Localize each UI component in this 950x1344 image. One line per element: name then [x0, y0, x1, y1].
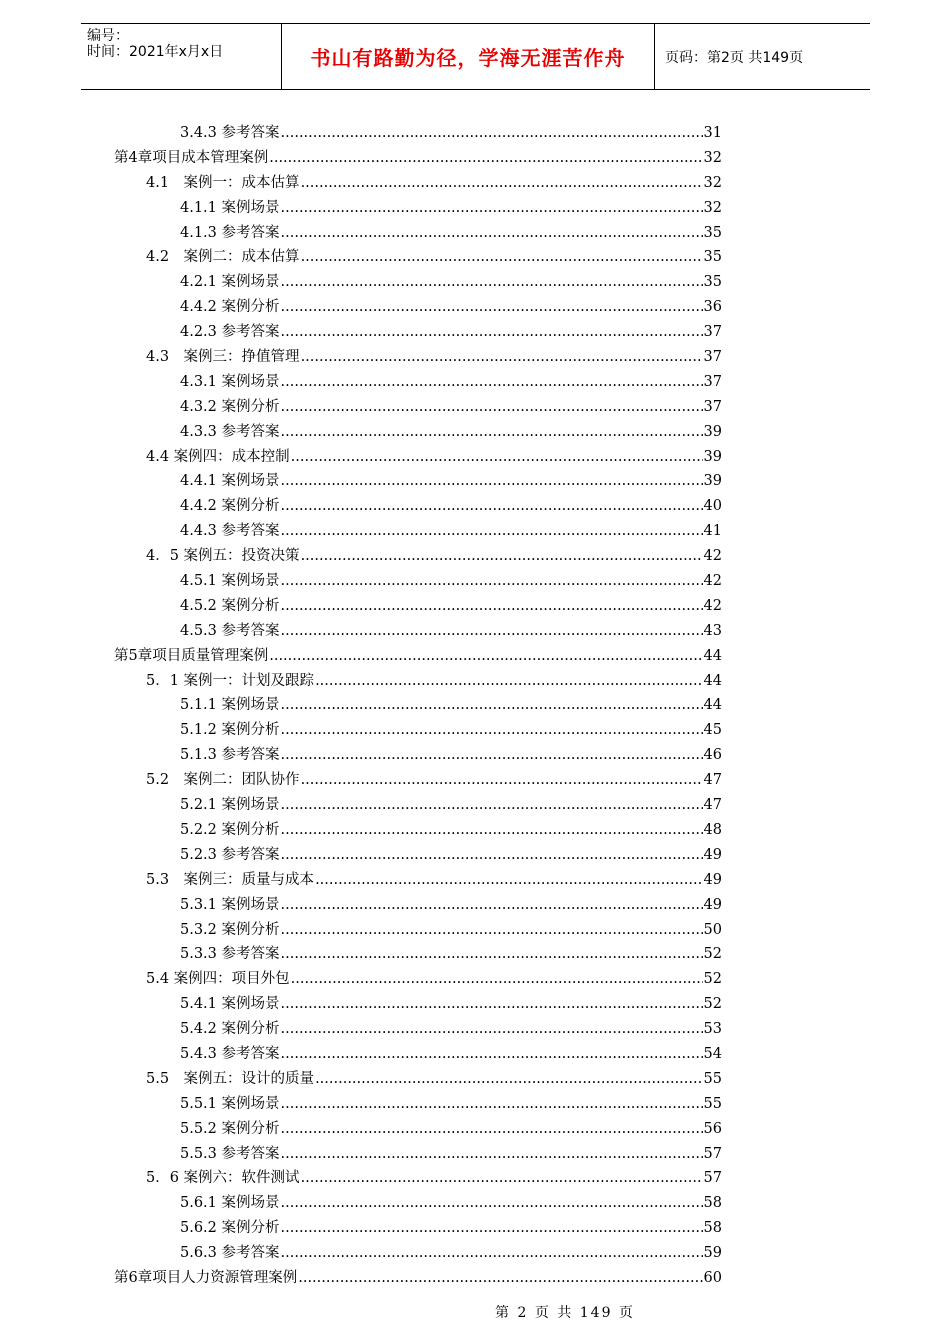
- toc-leader-dots: [281, 843, 703, 868]
- toc-entry[interactable]: [0, 1017, 836, 1042]
- toc-leader-dots: [301, 768, 703, 793]
- toc-entry[interactable]: [0, 619, 836, 644]
- toc-entry-page: 60: [703, 1269, 722, 1286]
- toc-entry[interactable]: [0, 1266, 836, 1291]
- toc-leader-dots: [281, 469, 703, 494]
- table-of-contents: [0, 121, 950, 1291]
- toc-leader-dots: [315, 868, 702, 893]
- toc-entry-label: 4.3.3 参考答案: [180, 423, 280, 440]
- toc-entry[interactable]: [0, 544, 836, 569]
- toc-leader-dots: [281, 818, 703, 843]
- toc-entry-label: 4.4.2 案例分析: [180, 498, 280, 515]
- toc-entry-page: 39: [703, 448, 722, 465]
- toc-entry[interactable]: [0, 395, 836, 420]
- toc-entry-page: 35: [703, 249, 722, 266]
- toc-entry-label: 4.5.3 参考答案: [180, 622, 280, 639]
- toc-leader-dots: [281, 270, 703, 295]
- toc-entry[interactable]: [0, 644, 836, 669]
- toc-entry-page: 47: [703, 797, 722, 814]
- toc-entry[interactable]: [0, 843, 836, 868]
- toc-leader-dots: [281, 619, 703, 644]
- toc-entry-label: 5.1.2 案例分析: [180, 722, 280, 739]
- toc-leader-dots: [298, 1266, 702, 1291]
- document-time-label: 时间：2021年x月x日: [87, 44, 224, 60]
- toc-entry-label: 4.1.1 案例场景: [180, 199, 280, 216]
- toc-entry[interactable]: [0, 1117, 836, 1142]
- toc-leader-dots: [301, 544, 703, 569]
- toc-entry-page: 49: [703, 846, 722, 863]
- toc-leader-dots: [281, 793, 703, 818]
- toc-entry-label: 3.4.3 参考答案: [180, 125, 280, 141]
- toc-entry[interactable]: [0, 1241, 836, 1266]
- toc-entry-label: 4.5.1 案例场景: [180, 573, 280, 590]
- toc-entry-label: 4.2 案例二：成本估算: [146, 249, 300, 266]
- toc-leader-dots: [281, 1117, 703, 1142]
- toc-entry-label: 5.4.2 案例分析: [180, 1021, 280, 1038]
- toc-entry-label: 5.5 案例五：设计的质量: [146, 1070, 315, 1087]
- toc-leader-dots: [281, 918, 703, 943]
- toc-entry-label: 5.3 案例三：质量与成本: [146, 871, 315, 888]
- toc-entry-page: 42: [703, 597, 722, 614]
- toc-entry-page: 31: [703, 125, 722, 141]
- toc-entry-page: 39: [703, 473, 722, 490]
- toc-entry[interactable]: [0, 196, 836, 221]
- document-number-label: 编号：: [87, 28, 129, 44]
- toc-entry[interactable]: [0, 121, 836, 146]
- toc-leader-dots: [291, 967, 703, 992]
- toc-entry-label: 5.5.1 案例场景: [180, 1095, 280, 1112]
- toc-entry-label: 5.3.3 参考答案: [180, 946, 280, 963]
- toc-entry[interactable]: [0, 295, 836, 320]
- toc-entry-label: 4.3.2 案例分析: [180, 398, 280, 415]
- toc-leader-dots: [281, 1241, 703, 1266]
- toc-entry[interactable]: [0, 1166, 836, 1191]
- toc-entry-page: 37: [703, 349, 722, 366]
- toc-leader-dots: [281, 992, 703, 1017]
- toc-entry[interactable]: [0, 1142, 836, 1167]
- toc-entry-page: 58: [703, 1220, 722, 1237]
- toc-entry-label: 4.4.1 案例场景: [180, 473, 280, 490]
- toc-entry[interactable]: [0, 270, 836, 295]
- toc-leader-dots: [281, 743, 703, 768]
- toc-entry[interactable]: [0, 221, 836, 246]
- toc-entry-label: 5.2.3 参考答案: [180, 846, 280, 863]
- toc-leader-dots: [281, 320, 703, 345]
- toc-entry[interactable]: [0, 245, 836, 270]
- toc-entry-label: 4.3.1 案例场景: [180, 373, 280, 390]
- toc-entry-page: 39: [703, 423, 722, 440]
- toc-entry-page: 55: [703, 1070, 722, 1087]
- toc-entry-page: 42: [703, 548, 722, 565]
- toc-leader-dots: [281, 1017, 703, 1042]
- toc-entry[interactable]: [0, 1067, 836, 1092]
- toc-leader-dots: [301, 345, 703, 370]
- toc-entry-page: 53: [703, 1021, 722, 1038]
- toc-entry-label: 5.3.1 案例场景: [180, 896, 280, 913]
- toc-entry-page: 57: [703, 1170, 722, 1187]
- toc-entry-page: 44: [703, 672, 722, 689]
- toc-entry-page: 49: [703, 871, 722, 888]
- toc-entry-page: 32: [703, 174, 722, 191]
- toc-leader-dots: [281, 370, 703, 395]
- toc-leader-dots: [281, 893, 703, 918]
- toc-entry-label: 第6章项目人力资源管理案例: [114, 1269, 298, 1286]
- toc-entry[interactable]: [0, 370, 836, 395]
- toc-leader-dots: [269, 644, 702, 669]
- toc-leader-dots: [281, 494, 703, 519]
- toc-entry-page: 36: [703, 299, 722, 316]
- toc-leader-dots: [281, 196, 703, 221]
- toc-entry-label: 5.2 案例二：团队协作: [146, 772, 300, 789]
- toc-entry-page: 52: [703, 996, 722, 1013]
- toc-entry-page: 46: [703, 747, 722, 764]
- header-motto: 书山有路勤为径，学海无涯苦作舟: [310, 46, 626, 70]
- toc-entry-page: 59: [703, 1245, 722, 1262]
- toc-entry[interactable]: [0, 693, 836, 718]
- toc-leader-dots: [301, 245, 703, 270]
- toc-leader-dots: [281, 942, 703, 967]
- toc-leader-dots: [291, 445, 703, 470]
- toc-entry[interactable]: [0, 992, 836, 1017]
- toc-entry[interactable]: [0, 469, 836, 494]
- toc-leader-dots: [281, 1191, 703, 1216]
- toc-entry-page: 45: [703, 722, 722, 739]
- toc-leader-dots: [281, 1216, 703, 1241]
- toc-entry-page: 44: [703, 647, 722, 664]
- toc-entry-page: 41: [703, 523, 722, 540]
- toc-entry-page: 55: [703, 1095, 722, 1112]
- toc-entry[interactable]: [0, 942, 836, 967]
- toc-entry[interactable]: [0, 1042, 836, 1067]
- toc-leader-dots: [301, 1166, 703, 1191]
- toc-entry-label: 4.1 案例一：成本估算: [146, 174, 300, 191]
- toc-leader-dots: [281, 395, 703, 420]
- toc-entry-label: 5.4.1 案例场景: [180, 996, 280, 1013]
- toc-entry-label: 4.4 案例四：成本控制: [146, 448, 290, 465]
- toc-entry-label: 5．6 案例六：软件测试: [146, 1170, 300, 1187]
- toc-entry-page: 44: [703, 697, 722, 714]
- page-footer: [0, 1302, 950, 1322]
- toc-entry-page: 49: [703, 896, 722, 913]
- toc-entry-page: 58: [703, 1195, 722, 1212]
- toc-entry[interactable]: [0, 519, 836, 544]
- toc-leader-dots: [301, 171, 703, 196]
- toc-entry-label: 5.1.1 案例场景: [180, 697, 280, 714]
- toc-leader-dots: [281, 1042, 703, 1067]
- toc-entry[interactable]: [0, 893, 836, 918]
- toc-entry[interactable]: [0, 967, 836, 992]
- toc-entry[interactable]: [0, 918, 836, 943]
- toc-entry[interactable]: [0, 445, 836, 470]
- toc-leader-dots: [281, 594, 703, 619]
- toc-entry[interactable]: [0, 743, 836, 768]
- header-motto-cell: [281, 24, 655, 89]
- toc-leader-dots: [281, 569, 703, 594]
- page-header: [81, 23, 870, 90]
- toc-leader-dots: [315, 1067, 702, 1092]
- toc-entry-label: 5．1 案例一：计划及跟踪: [146, 672, 315, 689]
- toc-entry-page: 47: [703, 772, 722, 789]
- toc-entry-label: 5.4.3 参考答案: [180, 1045, 280, 1062]
- toc-entry[interactable]: [0, 1216, 836, 1241]
- toc-leader-dots: [281, 1142, 703, 1167]
- toc-entry-page: 52: [703, 971, 722, 988]
- toc-entry-label: 5.3.2 案例分析: [180, 921, 280, 938]
- toc-entry-page: 37: [703, 398, 722, 415]
- footer-page-number: 第 2 页 共 149 页: [495, 1305, 635, 1321]
- toc-entry[interactable]: [0, 345, 836, 370]
- toc-leader-dots: [281, 420, 703, 445]
- toc-entry-page: 54: [703, 1045, 722, 1062]
- header-meta: [81, 24, 281, 89]
- toc-entry[interactable]: [0, 320, 836, 345]
- toc-leader-dots: [281, 1092, 703, 1117]
- toc-entry[interactable]: [0, 171, 836, 196]
- toc-entry-page: 32: [703, 149, 722, 166]
- toc-entry[interactable]: [0, 569, 836, 594]
- toc-entry[interactable]: [0, 594, 836, 619]
- toc-entry-page: 43: [703, 622, 722, 639]
- toc-entry[interactable]: [0, 1191, 836, 1216]
- toc-entry-page: 32: [703, 199, 722, 216]
- toc-entry-label: 4.5.2 案例分析: [180, 597, 280, 614]
- toc-entry-label: 4.4.3 参考答案: [180, 523, 280, 540]
- toc-entry-page: 35: [703, 274, 722, 291]
- toc-entry-label: 5.6.1 案例场景: [180, 1195, 280, 1212]
- toc-entry[interactable]: [0, 818, 836, 843]
- toc-entry[interactable]: [0, 793, 836, 818]
- toc-entry[interactable]: [0, 494, 836, 519]
- toc-entry[interactable]: [0, 1092, 836, 1117]
- toc-entry-label: 5.2.2 案例分析: [180, 821, 280, 838]
- toc-leader-dots: [281, 693, 703, 718]
- toc-entry-label: 5.5.2 案例分析: [180, 1120, 280, 1137]
- toc-entry-label: 5.1.3 参考答案: [180, 747, 280, 764]
- toc-entry[interactable]: [0, 420, 836, 445]
- toc-entry-page: 48: [703, 821, 722, 838]
- toc-entry[interactable]: [0, 868, 836, 893]
- toc-entry-label: 4.2.3 参考答案: [180, 324, 280, 341]
- toc-entry[interactable]: [0, 768, 836, 793]
- toc-leader-dots: [281, 718, 703, 743]
- header-page-info: 页码：第2页 共149页: [665, 49, 804, 66]
- toc-entry-page: 50: [703, 921, 722, 938]
- toc-entry-page: 56: [703, 1120, 722, 1137]
- toc-entry-label: 第4章项目成本管理案例: [114, 149, 269, 166]
- toc-entry-page: 42: [703, 573, 722, 590]
- toc-entry-label: 5.6.2 案例分析: [180, 1220, 280, 1237]
- toc-entry-page: 40: [703, 498, 722, 515]
- toc-entry-label: 5.2.1 案例场景: [180, 797, 280, 814]
- toc-leader-dots: [281, 221, 703, 246]
- toc-entry-label: 4.2.1 案例场景: [180, 274, 280, 291]
- toc-entry-page: 35: [703, 224, 722, 241]
- toc-entry[interactable]: [0, 669, 836, 694]
- toc-entry-label: 5.5.3 参考答案: [180, 1145, 280, 1162]
- toc-entry-label: 5.4 案例四：项目外包: [146, 971, 290, 988]
- toc-entry-label: 第5章项目质量管理案例: [114, 647, 269, 664]
- toc-leader-dots: [281, 519, 703, 544]
- toc-leader-dots: [281, 121, 703, 146]
- toc-entry[interactable]: [0, 146, 836, 171]
- toc-entry-page: 37: [703, 373, 722, 390]
- toc-entry-page: 37: [703, 324, 722, 341]
- toc-leader-dots: [269, 146, 702, 171]
- toc-leader-dots: [281, 295, 703, 320]
- toc-leader-dots: [315, 669, 702, 694]
- toc-entry-label: 4.4.2 案例分析: [180, 299, 280, 316]
- toc-entry-label: 4.3 案例三：挣值管理: [146, 349, 300, 366]
- toc-entry[interactable]: [0, 718, 836, 743]
- toc-entry-label: 4．5 案例五：投资决策: [146, 548, 300, 565]
- toc-entry-page: 52: [703, 946, 722, 963]
- toc-entry-page: 57: [703, 1145, 722, 1162]
- toc-entry-label: 5.6.3 参考答案: [180, 1245, 280, 1262]
- toc-entry-label: 4.1.3 参考答案: [180, 224, 280, 241]
